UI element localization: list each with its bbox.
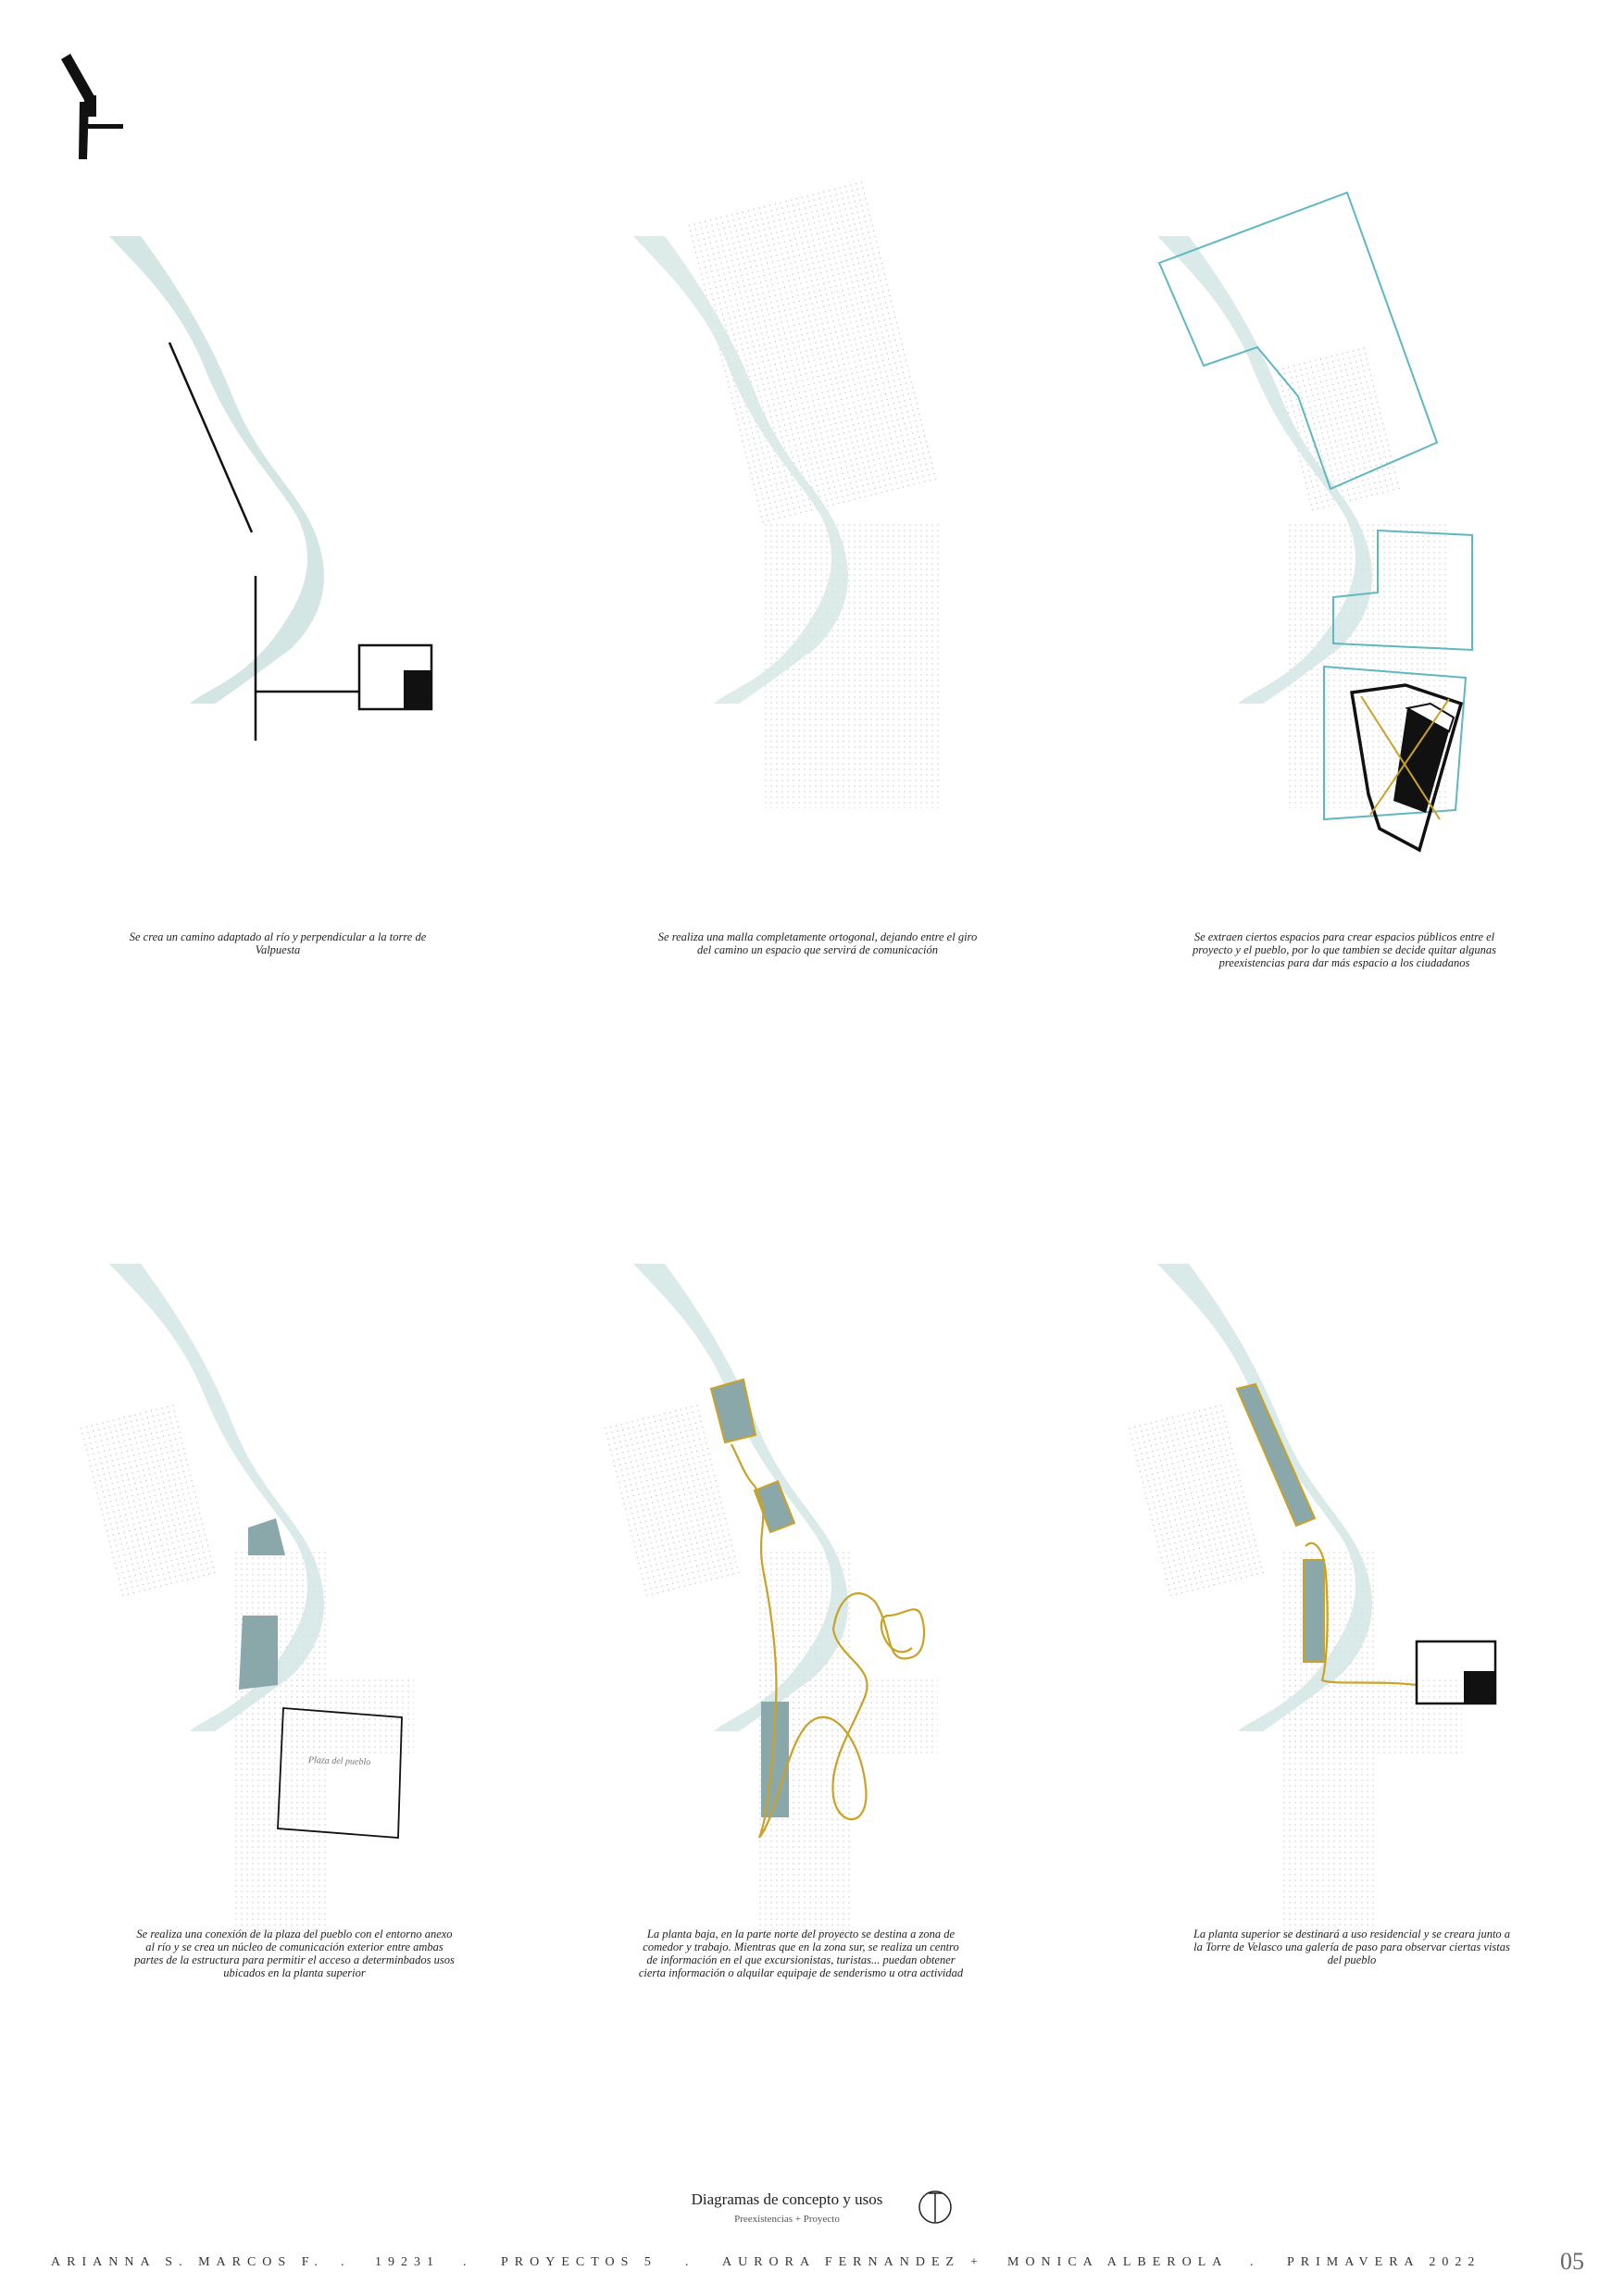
caption-3: Se extraen ciertos espacios para crear espacios públicos entre el proyecto y el pueblo, por lo que tambien se decide quitar algunas preexistencias para dar más espacio a los ciudadanos — [1193, 930, 1496, 969]
plaza-label: Plaza del pueblo — [307, 1754, 371, 1768]
logo-icon — [61, 54, 123, 159]
river-shape — [109, 236, 324, 704]
footer-separator: . — [463, 2255, 473, 2269]
footer-code: 19231 — [375, 2255, 440, 2269]
core-block-north — [248, 1518, 285, 1555]
torre-valpuesta-solid — [404, 670, 431, 709]
diagram-2 — [633, 179, 941, 808]
footer-season: PRIMAVERA 2022 — [1287, 2255, 1481, 2269]
footer-separator: . — [1250, 2255, 1260, 2269]
caption-5: La planta baja, en la parte norte del proyecto se destina a zona de comedor y trabajo. Mientras que en la zona sur, se realiza un centro de información en el que excursionistas, turistas... puedan obtener cierta información o alquilar equipaje de senderismo u otra actividad — [638, 1928, 964, 1979]
caption-4: Se realiza una conexión de la plaza del pueblo con el entorno anexo al río y se crea un núcleo de comunicación exterior entre ambas partes de la estructura para permitir el acceso a determinbados usos ubicados en la planta superior — [134, 1928, 455, 1979]
sheet-title: Diagramas de concepto y usos — [691, 2190, 883, 2208]
torre-velasco-solid — [1464, 1671, 1495, 1703]
diagram-4 — [77, 1264, 414, 1940]
footer-teacher-2: MONICA ALBEROLA — [1007, 2255, 1229, 2269]
gallery-core — [1304, 1560, 1324, 1662]
diagram-3 — [1157, 193, 1472, 850]
footer-separator: . — [341, 2255, 351, 2269]
core-block-south — [239, 1616, 278, 1690]
footer-teacher-1: AURORA FERNANDEZ — [722, 2255, 961, 2269]
footer-author: ARIANNA S. MARCOS F. — [51, 2255, 324, 2269]
footer-separator: . — [685, 2255, 695, 2269]
sheet-subtitle: Preexistencias + Proyecto — [734, 2214, 840, 2225]
footer-course: PROYECTOS 5 — [501, 2255, 657, 2269]
residential-block — [1237, 1384, 1315, 1526]
caption-6: La planta superior se destinará a uso residencial y se creara junto a la Torre de Velasco una galería de paso para observar ciertas vistas del pueblo — [1193, 1928, 1511, 1966]
page-number: 05 — [1560, 2248, 1584, 2275]
diagram-5 — [601, 1264, 938, 1940]
diagram-6 — [1125, 1264, 1495, 1940]
caption-1: Se crea un camino adaptado al río y perpendicular a la torre de Valpuesta — [129, 930, 427, 956]
footer-plus: + — [970, 2255, 984, 2269]
diagram-1 — [109, 236, 431, 741]
dining-block — [711, 1379, 756, 1442]
caption-2: Se realiza una malla completamente ortogonal, dejando entre el giro del camino un espacio que servirá de comunicación — [657, 930, 978, 956]
